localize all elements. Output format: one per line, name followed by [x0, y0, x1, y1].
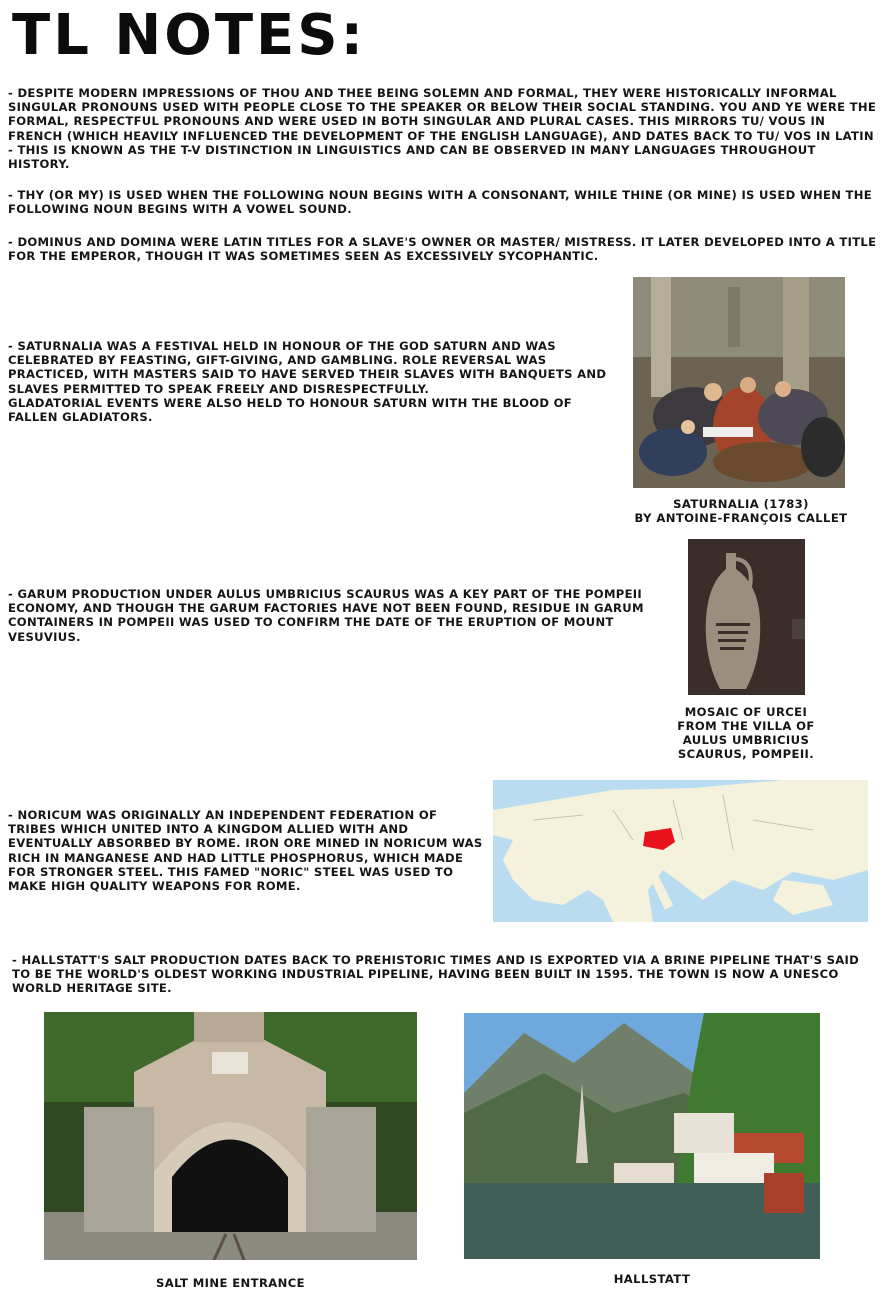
saturnalia-painting [633, 277, 845, 488]
note-garum: - GARUM PRODUCTION UNDER AULUS UMBRICIUS SCAURUS WAS A KEY PART OF THE POMPEII ECONOMY, AND THOUGH THE GARUM FACTORIES HAVE NOT BEEN FOUND, RESIDUE IN GARUM CONTAINERS IN POMPEII WAS USED TO CONFIRM THE DATE OF THE ERUPTION OF MOUNT VESUVIUS. [8, 587, 644, 644]
page-title: TL NOTES: [12, 3, 367, 68]
hallstatt-photo [464, 1013, 820, 1259]
note-dominus: - DOMINUS AND DOMINA WERE LATIN TITLES FOR A SLAVE'S OWNER OR MASTER/ MISTRESS. IT LATER DEVELOPED INTO A TITLE FOR THE EMPEROR, THOUGH IT WAS SOMETIMES SEEN AS EXCESSIVELY SYCOPHANTIC. [8, 235, 877, 264]
note-thou-thee: - DESPITE MODERN IMPRESSIONS OF THOU AND THEE BEING SOLEMN AND FORMAL, THEY WERE HISTORICALLY INFORMAL SINGULAR PRONOUNS USED WITH PEOPLE CLOSE TO THE SPEAKER OR BELOW THEIR SOCIAL STANDING. YOU AND YE WERE THE FORMAL, RESPECTFUL PRONOUNS AND WERE USED IN BOTH SINGULAR AND PLURAL CASES. THIS MIRRORS TU/ VOUS IN FRENCH (WHICH HEAVILY INFLUENCED THE DEVELOPMENT OF THE ENGLISH LANGUAGE), AND DATES BACK TO TU/ VOS IN LATIN - THIS IS KNOWN AS THE T-V DISTINCTION IN LINGUISTICS AND CAN BE OBSERVED IN MANY LANGUAGES THROUGHOUT HISTORY. [8, 86, 877, 172]
note-hallstatt: - HALLSTATT'S SALT PRODUCTION DATES BACK TO PREHISTORIC TIMES AND IS EXPORTED VIA A BRINE PIPELINE THAT'S SAID TO BE THE WORLD'S OLDEST WORKING INDUSTRIAL PIPELINE, HAVING BEEN BUILT IN 1595. THE TOWN IS NOW A UNESCO WORLD HERITAGE SITE. [12, 953, 860, 996]
salt-mine-photo [44, 1012, 417, 1260]
mosaic-caption-line-3: AULUS UMBRICIUS [682, 733, 810, 747]
note-saturnalia-text: - SATURNALIA WAS A FESTIVAL HELD IN HONOUR OF THE GOD SATURN AND WAS CELEBRATED BY FEASTING, GIFT-GIVING, AND GAMBLING. ROLE REVERSAL WAS PRACTICED, WITH MASTERS SAID TO HAVE SERVED THEIR SLAVES WITH BANQUETS AND SLAVES PERMITTED TO SPEAK FREELY AND DISRESPECTFULLY. [8, 339, 607, 396]
urceus-mosaic-photo [688, 539, 805, 695]
mosaic-caption-line-2: FROM THE VILLA OF [677, 719, 815, 733]
note-saturnalia [8, 339, 612, 424]
mosaic-caption-line-4: SCAURUS, POMPEII. [677, 747, 815, 761]
mosaic-caption [650, 705, 842, 761]
salt-mine-caption: SALT MINE ENTRANCE [155, 1276, 305, 1290]
noricum-map [493, 780, 868, 922]
saturnalia-caption-artist: BY ANTOINE-FRANÇOIS CALLET [634, 511, 848, 525]
note-thy-thine: - THY (OR MY) IS USED WHEN THE FOLLOWING NOUN BEGINS WITH A CONSONANT, WHILE THINE (OR MINE) IS USED WHEN THE FOLLOWING NOUN BEGINS WITH A VOWEL SOUND. [8, 188, 872, 217]
saturnalia-caption [610, 497, 872, 525]
hallstatt-caption: HALLSTATT [613, 1272, 691, 1286]
saturnalia-caption-title: SATURNALIA (1783) [673, 497, 809, 511]
note-saturnalia-gladiators: GLADATORIAL EVENTS WERE ALSO HELD TO HONOUR SATURN WITH THE BLOOD OF FALLEN GLADIATORS. [8, 395, 573, 425]
note-noricum: - NORICUM WAS ORIGINALLY AN INDEPENDENT FEDERATION OF TRIBES WHICH UNITED INTO A KINGDOM ALLIED WITH AND EVENTUALLY ABSORBED BY ROME. IRON ORE MINED IN NORICUM WAS RICH IN MANGANESE AND HAD LITTLE PHOSPHORUS, WHICH MADE FOR STRONGER STEEL. THIS FAMED "NORIC" STEEL WAS USED TO MAKE HIGH QUALITY WEAPONS FOR ROME. [8, 808, 483, 894]
mosaic-caption-line-1: MOSAIC OF URCEI [684, 705, 808, 719]
